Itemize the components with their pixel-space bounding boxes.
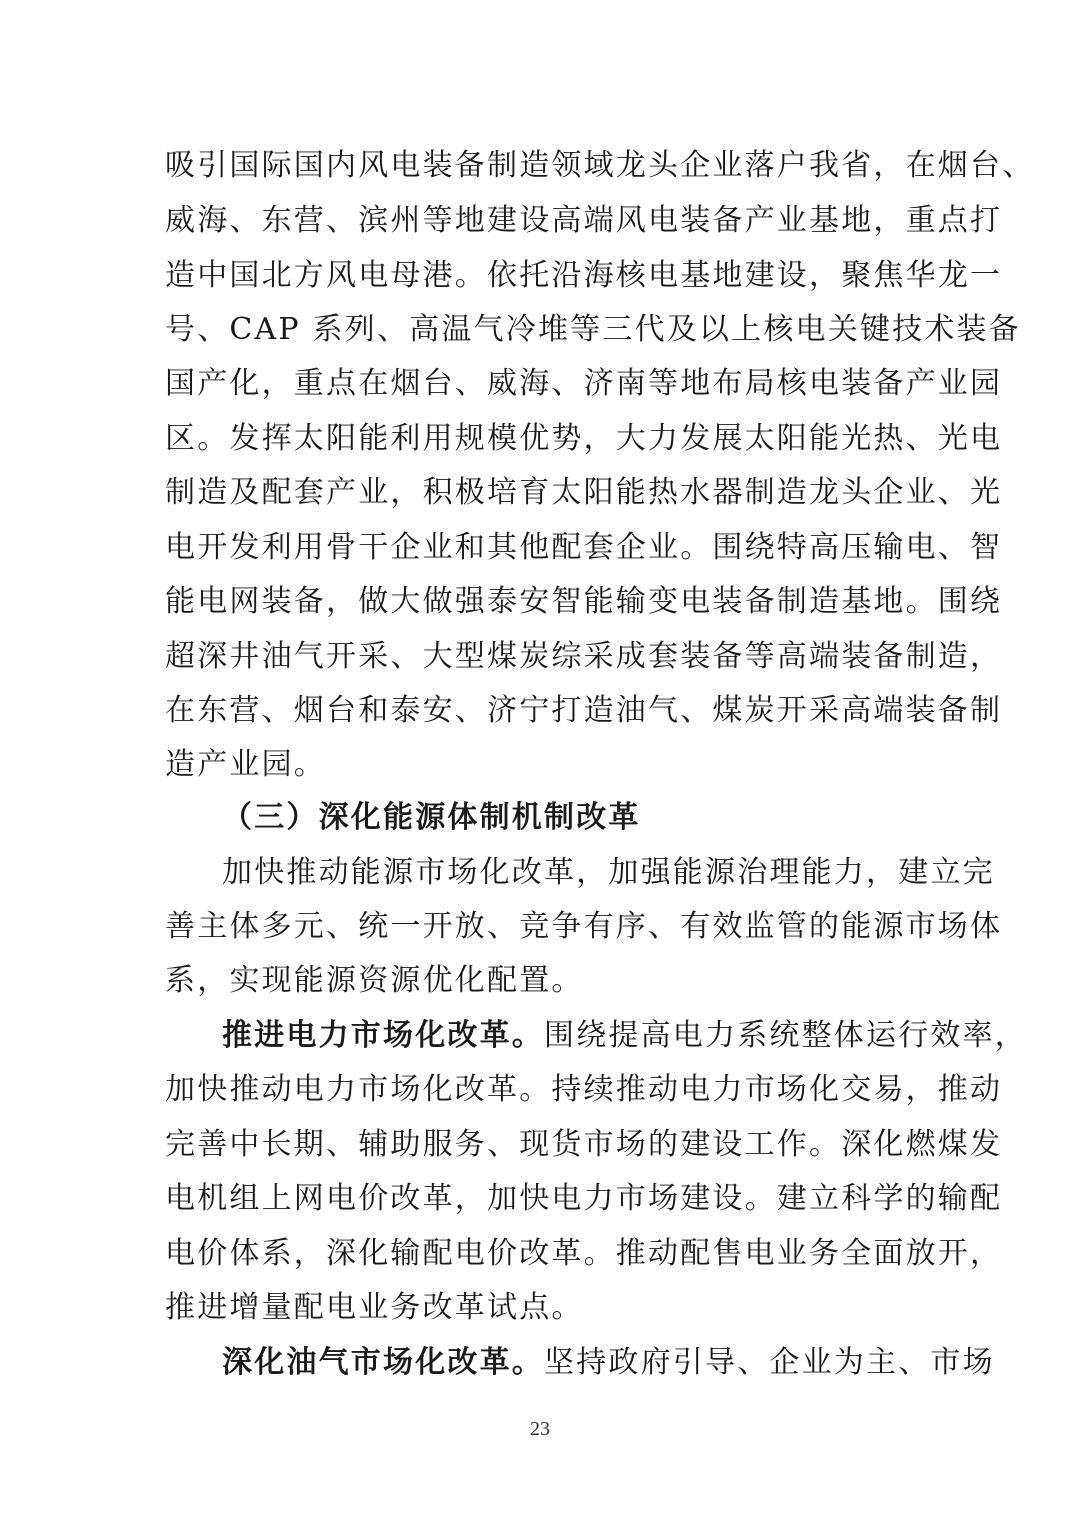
paragraph-line: 善主体多元、统一开放、竞争有序、有效监管的能源市场体 (165, 909, 1003, 944)
paragraph-line: 威海、东营、滨州等地建设高端风电装备产业基地，重点打 (165, 203, 1003, 238)
paragraph-line: 超深井油气开采、大型煤炭综采成套装备等高端装备制造， (165, 639, 1003, 674)
paragraph-text: 围绕提高电力系统整体运行效率， (544, 1018, 1027, 1053)
page-number: 23 (530, 1418, 550, 1440)
paragraph-line: 造中国北方风电母港。依托沿海核电基地建设，聚焦华龙一 (165, 258, 1003, 293)
paragraph-line: 能电网装备，做大做强泰安智能输变电装备制造基地。围绕 (165, 584, 1003, 619)
paragraph-line: 加快推动电力市场化改革。持续推动电力市场化交易，推动 (165, 1072, 1003, 1107)
paragraph-line: 完善中长期、辅助服务、现货市场的建设工作。深化燃煤发 (165, 1127, 1003, 1162)
paragraph-line: 推进增量配电业务改革试点。 (165, 1290, 584, 1325)
paragraph-line: 国产化，重点在烟台、威海、济南等地布局核电装备产业园 (165, 366, 1003, 401)
paragraph-line: 加快推动能源市场化改革，加强能源治理能力，建立完 (222, 855, 995, 890)
paragraph-lead: 深化油气市场化改革。 (222, 1345, 544, 1380)
paragraph-line: 在东营、烟台和泰安、济宁打造油气、煤炭开采高端装备制 (165, 693, 1003, 728)
paragraph-line: 吸引国际国内风电装备制造领域龙头企业落户我省，在烟台、 (165, 148, 1035, 183)
paragraph-line: 号、CAP 系列、高温气冷堆等三代及以上核电关键技术装备 (165, 312, 1021, 347)
paragraph-lead: 推进电力市场化改革。 (222, 1018, 544, 1053)
paragraph-text: 坚持政府引导、企业为主、市场 (544, 1345, 995, 1380)
paragraph-line: 区。发挥太阳能利用规模优势，大力发展太阳能光热、光电 (165, 421, 1003, 456)
paragraph-line: 电机组上网电价改革，加快电力市场建设。建立科学的输配 (165, 1181, 1003, 1216)
section-heading: （三）深化能源体制机制改革 (222, 800, 641, 835)
paragraph-line (222, 1335, 995, 1391)
paragraph-line: 电价体系，深化输配电价改革。推动配售电业务全面放开， (165, 1236, 1003, 1271)
paragraph-line: 系，实现能源资源优化配置。 (165, 963, 584, 998)
paragraph-line (222, 1008, 1027, 1064)
paragraph-line: 制造及配套产业，积极培育太阳能热水器制造龙头企业、光 (165, 475, 1003, 510)
paragraph-line: 造产业园。 (165, 747, 326, 782)
paragraph-line: 电开发利用骨干企业和其他配套企业。围绕特高压输电、智 (165, 530, 1003, 565)
